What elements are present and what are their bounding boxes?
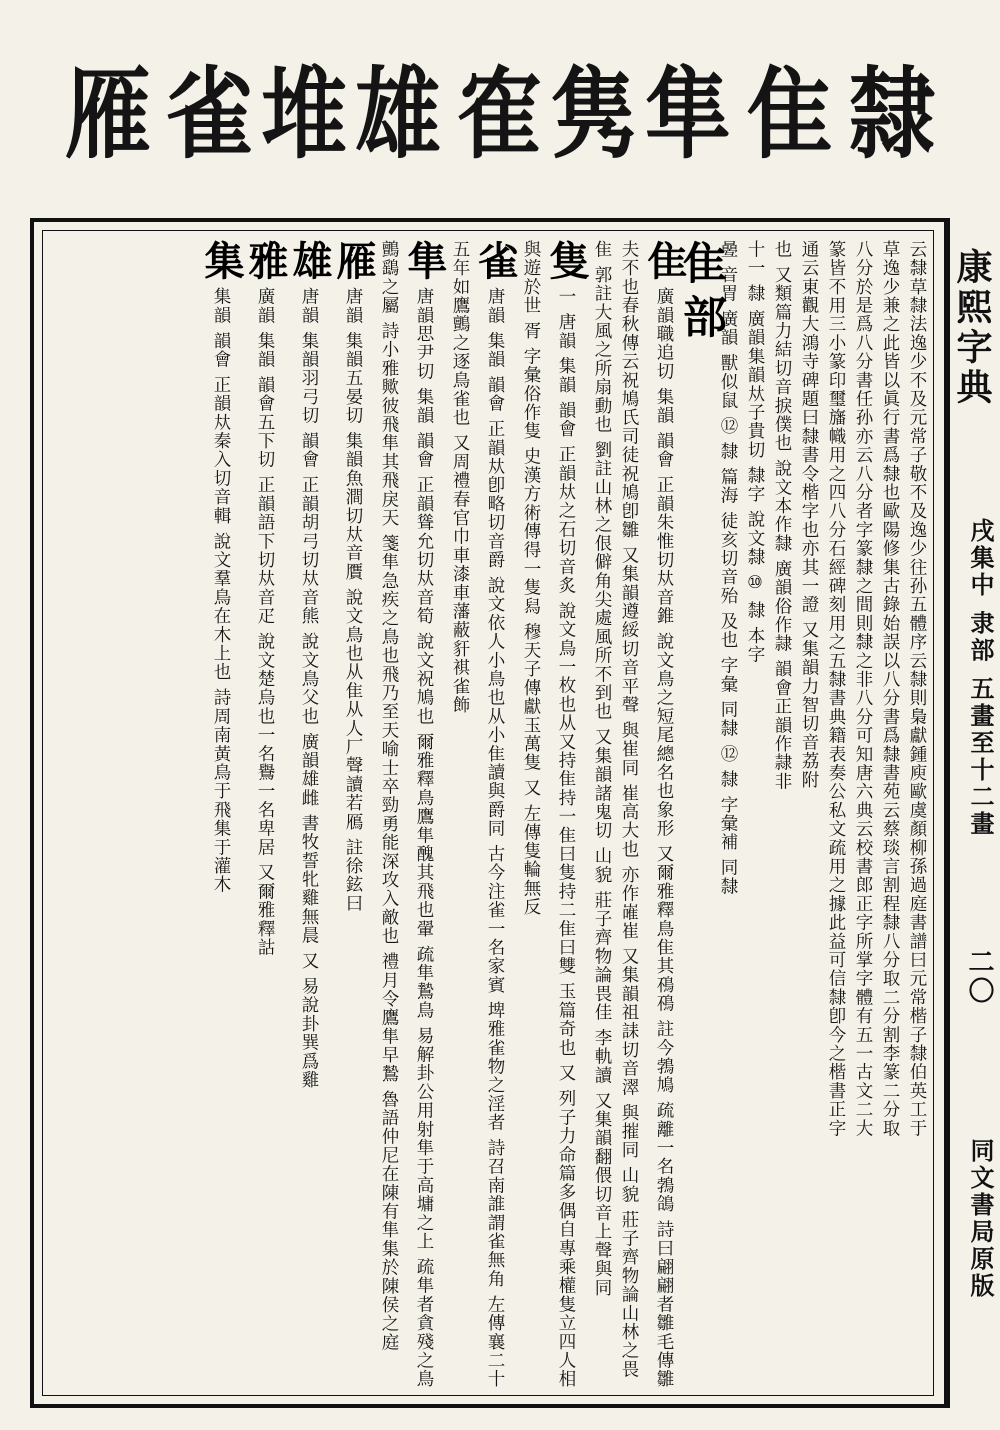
- dictionary-entry: [517, 240, 588, 1390]
- entry-headword: 雁: [330, 240, 377, 282]
- entry-definition: 廣韻 集韻 韻會五下切 正韻語下切夶音疋 說文楚烏也一名鸒一名卑居 又爾雅釋詁: [255, 287, 275, 957]
- entry-definition: 唐韻思尹切 集韻 韻會 正韻聳允切夶音筍 說文祝鳩也 爾雅釋鳥鷹隼醜其飛也翬 疏隼鷙鳥 易解卦公用射隼于高墉之上 疏隼者貪殘之鳥鸇鷂之屬 詩小雅歟彼飛隼其飛戾天 箋隼急疾之鳥也飛乃至天喻士卒勁勇能深攻入敵也 禮月令鷹隼早鷙 魯語仲尼在陳有隼集於陳侯之庭: [379, 240, 434, 1389]
- text-column: 草逸少兼之此皆以眞行書爲隸也歐陽修集古錄始誤以八分書爲隸書苑云蔡琰言割程隸八分取二分割李篆二分取: [880, 240, 900, 1138]
- entry-headword: 雀: [472, 240, 519, 282]
- entry-headword: 雄: [286, 240, 333, 282]
- text-column: 也 又類篇力結切音捩僕也 說文本作隸 廣韻俗作隷 韻會正韻作隷非: [772, 240, 792, 791]
- seal-character: 隸: [849, 56, 935, 173]
- continued-text: [714, 240, 930, 1390]
- dictionary-entry: [588, 240, 686, 1390]
- entry-headword: 隻: [543, 240, 590, 282]
- seal-character: 堆: [261, 56, 347, 173]
- seal-character: 隽: [551, 56, 637, 173]
- seal-character: 隹: [747, 56, 833, 173]
- seal-group: [849, 56, 935, 173]
- text-column: 篆皆不用三小篆印璽旛幟用之四八分石經碑刻用之五隸書典籍表奏公私文疏用之據此益可信隸卽今之楷書正字: [826, 240, 846, 1138]
- entry-definition: 唐韻 集韻五晏切 集韻魚澗切夶音贋 說文鳥也从隹从人厂聲讀若鴈 註徐鉉曰: [343, 287, 363, 913]
- entry-definition: 唐韻 集韻羽弓切 韻會 正韻胡弓切夶音熊 說文鳥父也 廣韻雄雌 書牧誓牝雞無晨 又 易說卦巽爲雞: [299, 287, 319, 1090]
- seal-group: [457, 56, 731, 173]
- seal-character: 雁: [65, 56, 151, 173]
- seal-group: [747, 56, 833, 173]
- entry-definition: 一 唐韻 集韻 韻會 正韻夶之石切音炙 說文鳥一枚也从又持隹持一隹曰隻持二隹曰雙 玉篇奇也 又 列子力命篇多偶自專乘權隻立四人相與遊於世 胥 字彙俗作隻 史漢方術傳得一隻舄 穆天子傳獻玉萬隻 又 左傳隻輪無反: [521, 240, 576, 1389]
- text-column: 㬪 音胃 廣韻 獸似鼠 ⑫ 隸 篇海 徒亥切音殆 及也 字彙 同隸 ⑫ 隸 字彙補 同隸: [718, 240, 738, 896]
- entry-definition: 廣韻職追切 集韻 韻會 正韻朱惟切夶音錐 說文鳥之短尾總名也象形 又爾雅釋鳥隹其鴀鴀 註今鵓鳩 疏離一名鵓鴿 詩曰翩翩者雛毛傳雛夫不也春秋傳云祝鳩氏司徒祝鳩卽雛 又集韻遵綏切音平聲 與崔同 崔高大也 亦作嶉崔 又集韻祖誄切音濢 與摧同 山貌 莊子齊物論山林之畏隹 郭註大風之所扇動也 劉註山林之佷僻角尖處風所不到也 又集韻諸鬼切 山貌 莊子齊物論畏佳 李軌讀 又集韻翻偎切音上聲與同: [592, 240, 674, 1389]
- page-header-column: [948, 218, 998, 1408]
- seal-group: [167, 56, 441, 173]
- book-title: 康熙字典: [951, 248, 993, 408]
- section-label: 戌集中 隶部 五畫至十二畫: [966, 518, 995, 838]
- seal-character: 隼: [645, 56, 731, 173]
- page-number: 二〇: [964, 948, 994, 1006]
- dictionary-entry: [331, 240, 375, 1390]
- entry-headword: 隼: [401, 240, 448, 282]
- seal-character: 雄: [355, 56, 441, 173]
- entry-headword: 集: [198, 240, 245, 282]
- dictionary-entry: [375, 240, 446, 1390]
- entry-definition: 集韻 韻會 正韻夶秦入切音輯 說文羣鳥在木上也 詩周南黃鳥于飛集于灌木: [211, 287, 231, 894]
- text-column: 通云東觀大鴻寺碑題曰隸書令楷字也亦其一證 又集韻力智切音荔附: [799, 240, 819, 790]
- publisher-label: 同文書局原版: [966, 1138, 995, 1300]
- section-heading: 隹部: [675, 240, 726, 348]
- entry-list: [199, 240, 686, 1390]
- seal-script-row: [40, 45, 960, 185]
- dictionary-entry: [199, 240, 243, 1390]
- dictionary-entry: [243, 240, 287, 1390]
- dictionary-entry: [287, 240, 331, 1390]
- seal-group: [65, 56, 151, 173]
- dictionary-body: [50, 240, 930, 1390]
- entry-headword: 雅: [242, 240, 289, 282]
- entry-headword: 隹: [641, 240, 688, 282]
- text-column: 十一 隸 廣韻集韻夶子貴切 隸字 說文隸 ⑩ 隸 本字: [745, 240, 765, 664]
- seal-character: 隺: [457, 56, 543, 173]
- text-column: 八分於是爲八分書任孙亦云八分者字篆隸之間則隸之非八分可知唐六典云校書郎正字所掌字體有五一古文二大: [853, 240, 873, 1138]
- text-column: 云隸草隸法逸少不及元常子敬不及逸少往孙五體序云隸則梟獻鍾庾歐虞顏柳孫過庭書譜曰元常楷子隸伯英工于: [907, 240, 927, 1138]
- seal-character: 雀: [167, 56, 253, 173]
- entry-definition: 唐韻 集韻 韻會 正韻夶卽略切音爵 說文依人小鳥也从小隹讀與爵同 古今注雀一名家賓 埤雅雀物之淫者 詩召南誰謂雀無角 左傳襄二十五年如鷹鸇之逐鳥雀也 又周禮春官巾車漆車藩蔽豻褀雀飾: [450, 240, 505, 1389]
- dictionary-entry: [446, 240, 517, 1390]
